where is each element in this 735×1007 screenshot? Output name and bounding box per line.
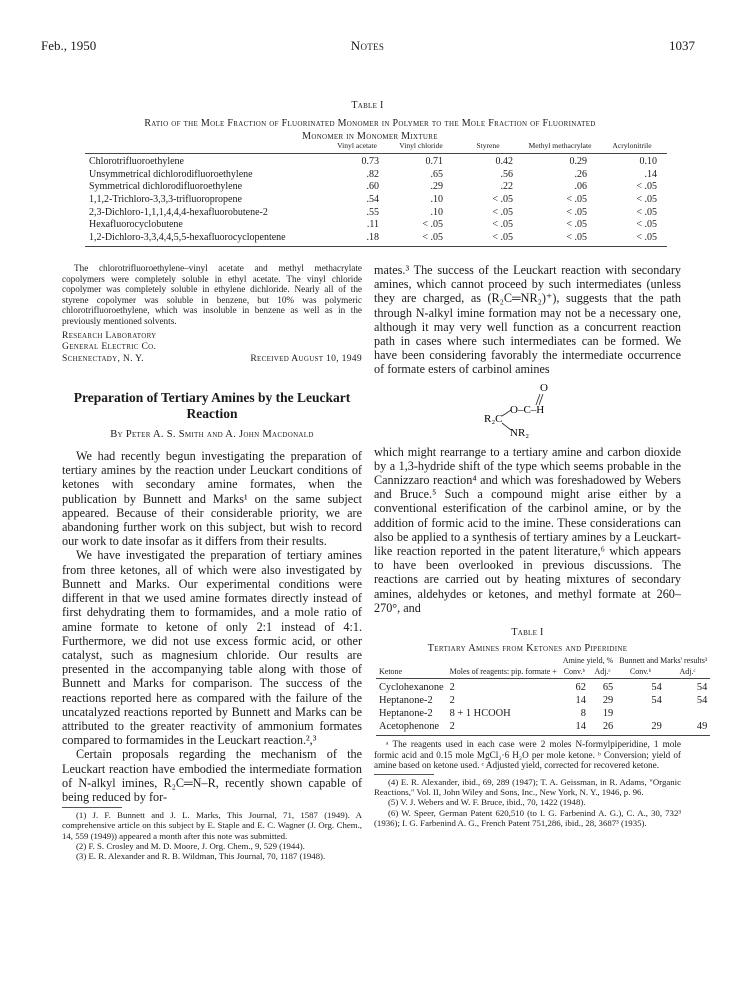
table1-cell: < .05 [422,219,443,231]
table2-cell: 29 [602,695,614,707]
table1-row [85,169,667,182]
table2-cell-ketone: Heptanone-2 [379,695,433,707]
footnote-rule [62,807,122,808]
article-title-line2: Reaction [186,405,238,421]
structure-amine: NR₂ [510,426,530,439]
table2-row [376,679,710,695]
table1-cell: 0.10 [597,154,667,169]
table1-cell-monomer: Chlorotrifluoroethylene [85,154,325,169]
table1-cell: < .05 [492,219,513,231]
table1-col-header: Acrylonitrile [612,141,652,150]
table1-cell: < .05 [566,193,587,205]
table1-cell: .11 [366,219,379,231]
table1-header-blank [85,142,325,154]
table2-cell: 26 [589,720,616,736]
table1-row [85,232,667,247]
left-column [62,263,362,861]
table1-col-header: Vinyl acetate [337,141,377,150]
table1-row [85,194,667,207]
table2-col-adj2: Adj.ᶜ [679,666,696,676]
footnote: (6) W. Speer, German Patent 620,510 (to I. G. Farbenind A. G.), C. A., 30, 732³ (1936); I. G. Farbenind A. G., French Patent 751,286, ibid., 28, 3687³ (1935). [374,807,681,828]
table1-cell: < .05 [636,181,657,193]
table1-cell: < .05 [492,193,513,205]
table1-cell: .82 [366,168,379,180]
table1-cell-monomer: 2,3-Dichloro-1,1,1,4,4,4-hexafluorobutene-2 [89,206,268,218]
table1-col-header: Methyl methacrylate [528,141,592,150]
footnote: (1) J. F. Bunnett and J. L. Marks, This Journal, 71, 1587 (1949). A comprehensive article on this subject by E. Staple and E. C. Wagner (J. Org. Chem., 14, 559 (1949)) appeared a month after this note was submitted. [62,810,362,841]
table1-cell: .60 [366,181,379,193]
structure-ester: O–C–H [510,403,545,416]
article-title-line1: Preparation of Tertiary Amines by the Leuckart [73,390,351,406]
table1-cell: .18 [325,232,389,247]
table1-cell: .56 [500,168,513,180]
footnote-rule [374,774,434,775]
table2-col-bunnett: Bunnett and Marks' results³ [619,656,708,666]
table1-col-header: Vinyl chloride [399,141,443,150]
table1-footnote: The chlorotrifluoroethylene–vinyl acetate and methyl methacrylate copolymers were completely soluble in ethyl acetate. The vinyl chloride copolymer was completely soluble in ethylene dichloride. Nearly all of the styrene copolymer was soluble in benzene, but 10% was polymeric chlorotrifluoroethylene, which was insoluble in benzene as well as in the previously mentioned solvents. [62,263,362,326]
table2-label: Table I [511,627,544,639]
table1 [85,142,667,247]
table1-cell: .65 [430,168,443,180]
table1-row [85,207,667,220]
header-section: Notes [350,38,385,53]
table1-row [85,219,667,232]
table2 [376,657,710,736]
table2-cell: 19 [602,708,614,720]
affiliation-line3: Schenectady, N. Y. [62,352,144,364]
table2-cell: 54 [616,679,665,695]
body-paragraph: Certain proposals regarding the mechanism of the Leuckart reaction have embodied the intermediate formation of N-alkyl imines, R₂C═N–R, recently shown capable of being reduced by for- [62,747,362,804]
table1-cell: 0.71 [389,154,453,169]
byline: By Peter A. S. Smith and A. John Macdonald [110,429,314,441]
table2-cell: 62 [560,679,589,695]
affiliation [62,330,362,365]
table1-row [85,181,667,194]
received-date: Received August 10, 1949 [250,352,362,364]
table1-cell: < .05 [636,193,657,205]
table2-cell-moles: 2 [447,679,560,695]
table1-caption-line1: Ratio of the Mole Fraction of Fluorinated Monomer in Polymer to the Mole Fraction of Fluorinated [144,118,596,129]
table2-cell [616,707,665,720]
footnote: (3) E. R. Alexander and R. B. Wildman, This Journal, 70, 1187 (1948). [76,850,326,861]
footnote: (2) F. S. Crosley and M. D. Moore, J. Org. Chem., 9, 529 (1944). [76,840,305,851]
structure-o-top: O [540,381,548,394]
table1-cell: < .05 [636,219,657,231]
table1-label: Table I [351,100,384,111]
table1-caption-line2: Monomer in Monomer Mixture [302,131,438,142]
table2-cell-moles: 8 + 1 HCOOH [449,708,511,720]
table2-cell: 14 [560,720,589,736]
table1-cell: .06 [574,181,587,193]
table2-header-row-1 [376,657,710,668]
footnotes-left [62,810,362,861]
table1-row [85,154,667,169]
table1-cell: .26 [574,168,587,180]
table1-cell: < .05 [597,232,667,247]
table1-cell: .14 [644,168,657,180]
table1-cell: .55 [366,206,379,218]
header-date: Feb., 1950 [41,38,97,53]
table2-row [376,707,710,720]
left-body [62,449,362,804]
table2-cell-ketone: Acetophenone [376,720,447,736]
table2-col-ketone: Ketone [379,666,403,676]
table1-cell: 0.29 [523,154,597,169]
table2-row [376,720,710,736]
table1-cell-monomer: Unsymmetrical dichlorodifluoroethylene [89,168,253,180]
table2-cell-moles: 2 [449,695,455,707]
table2-cell: 29 [616,720,665,736]
table2-col-adj: Adj.ᶜ [594,666,611,676]
table1-cell: .10 [430,193,443,205]
table2-cell-moles: 2 [447,720,560,736]
table1-header-row [85,142,667,154]
page-number: 1037 [669,38,695,53]
table1-cell: 0.42 [453,154,523,169]
footnote: (4) E. R. Alexander, ibid., 69, 289 (1947); T. A. Geissman, in R. Adams, "Organic Reactions," Vol. II, John Wiley and Sons, Inc., New York, N. Y., 1946, p. 96. [374,777,681,798]
right-column [374,263,708,828]
footnotes-right [374,777,681,828]
table1-cell-monomer: 1,1,2-Trichloro-3,3,3-trifluoropropene [89,193,242,205]
table2-row [376,694,710,707]
table1-col-header: Styrene [476,141,500,150]
table2-notes: ᵃ The reagents used in each case were 2 moles N-formylpiperidine, 1 mole formic acid and 0.15 mole MgCl₂·6 H₂O per mole ketone. ᵇ Conversion; yield of amine based on ketone used. ᶜ Adjusted yield, corrected for recovered ketone. [374,739,681,771]
table1-cell-monomer: Symmetrical dichlorodifluoroethylene [89,181,243,193]
table1-cell: < .05 [453,232,523,247]
table1-cell: .29 [430,181,443,193]
affiliation-line2: General Electric Co. [62,341,157,353]
article-title [62,390,362,421]
table2-cell: 54 [696,695,708,707]
body-paragraph: We have investigated the preparation of tertiary amines from three ketones, all of which were also investigated by Bunnett and Marks. Our experimental conditions were different in that we used amine formates directly instead of first dehydrating them to formamides, and a mole ratio of amine formate to ketone of only 2:1 instead of 4:1. Furthermore, we did not use excess formic acid, or other catalyst, such as magnesium chloride. Our results are presented in the accompanying table along with those of Bunnett and Marks for comparison. The success of the reactions reported here as compared with the failure of the uncatalyzed reactions reported by Bunnett and Marks can be attributed to the greater reactivity of ammonium formates compared to formamides in the Leuckart reaction.²,³ [62,548,362,748]
table1-cell: < .05 [566,206,587,218]
table1-cell: .22 [500,181,513,193]
table2-caption: Tertiary Amines from Ketones and Piperidine [427,643,628,655]
table1-cell: < .05 [566,219,587,231]
table2-col-moles: Moles of reagents: pip. formate + [449,666,557,676]
table2-cell: 14 [575,695,586,707]
table1-cell-monomer: 1,2-Dichloro-3,3,4,4,5,5-hexafluorocyclopentene [85,232,325,247]
table2-col-conv: Conv.ᵇ [563,666,585,676]
table1-cell: .54 [366,193,379,205]
table2-cell-ketone: Cyclohexanone [376,679,447,695]
table2-cell [665,707,711,720]
table1-cell: .10 [430,206,443,218]
footnote: (5) V. J. Webers and W. F. Bruce, ibid., 70, 1422 (1948). [388,797,586,808]
table2-col-conv2: Conv.ᵇ [629,666,652,676]
table1-cell: < .05 [492,206,513,218]
body-paragraph: We had recently begun investigating the preparation of tertiary amines by the reaction under Leuckart conditions of ketones with secondary amine formates, when the publication by Bunnett and Marks¹ on the same subject appeared. Because of their considerable priority, we are abandoning further work on this subject, but wish to record our work to date insofar as it differs from their results. [62,449,362,549]
body-paragraph: mates.³ The success of the Leuckart reaction with secondary amines, which cannot proceed by such intermediates (unless they are charged, as (R₂C═NR₂)⁺), suggests that the path through N-alkyl imine formation may not be a necessary one, although it may very well function as a concurrent reaction path in cases where such intermediates can be formed. We have been considering favorably the intermediate occurrence of formate esters of carbinol amines [374,263,681,377]
structure-carbon: R₂C [484,412,503,425]
table1-cell-monomer: Hexafluorocyclobutene [89,219,183,231]
affiliation-line1: Research Laboratory [62,329,157,341]
table2-cell: 8 [580,708,586,720]
table2-col-amine-yield: Amine yield, % [562,656,614,666]
affiliation-line3-row [62,353,362,365]
table2-cell: 54 [651,695,662,707]
table2-cell-ketone: Heptanone-2 [379,708,433,720]
formate-ester-structure [374,379,681,443]
table1-cell: < .05 [389,232,453,247]
body-paragraph: which might rearrange to a tertiary amine and carbon dioxide by a 1,3-hydride shift of the type which seems probable in the Cannizzaro reaction⁴ and which was foreshadowed by Webers and Bruce.⁵ Such a compound might arise either by a conventional esterification of the carbinol amine, or by the addition of formic acid to the imine. These considerations can also be applied to a synthesis of tertiary amines by a Leuckart-like reaction reported in the patent literature,⁶ which appears to have been overlooked in previous discussions. The reactions are carried out by heating mixtures of secondary amines, aldehydes or ketones, and methyl formate at 260–270°, and [374,444,681,615]
table2-cell: 54 [665,679,711,695]
table1-cell: 0.73 [325,154,389,169]
table2-cell: 65 [589,679,616,695]
table2-cell: 49 [665,720,711,736]
table1-caption [40,117,700,143]
table1-cell: < .05 [523,232,597,247]
table1-cell: < .05 [636,206,657,218]
